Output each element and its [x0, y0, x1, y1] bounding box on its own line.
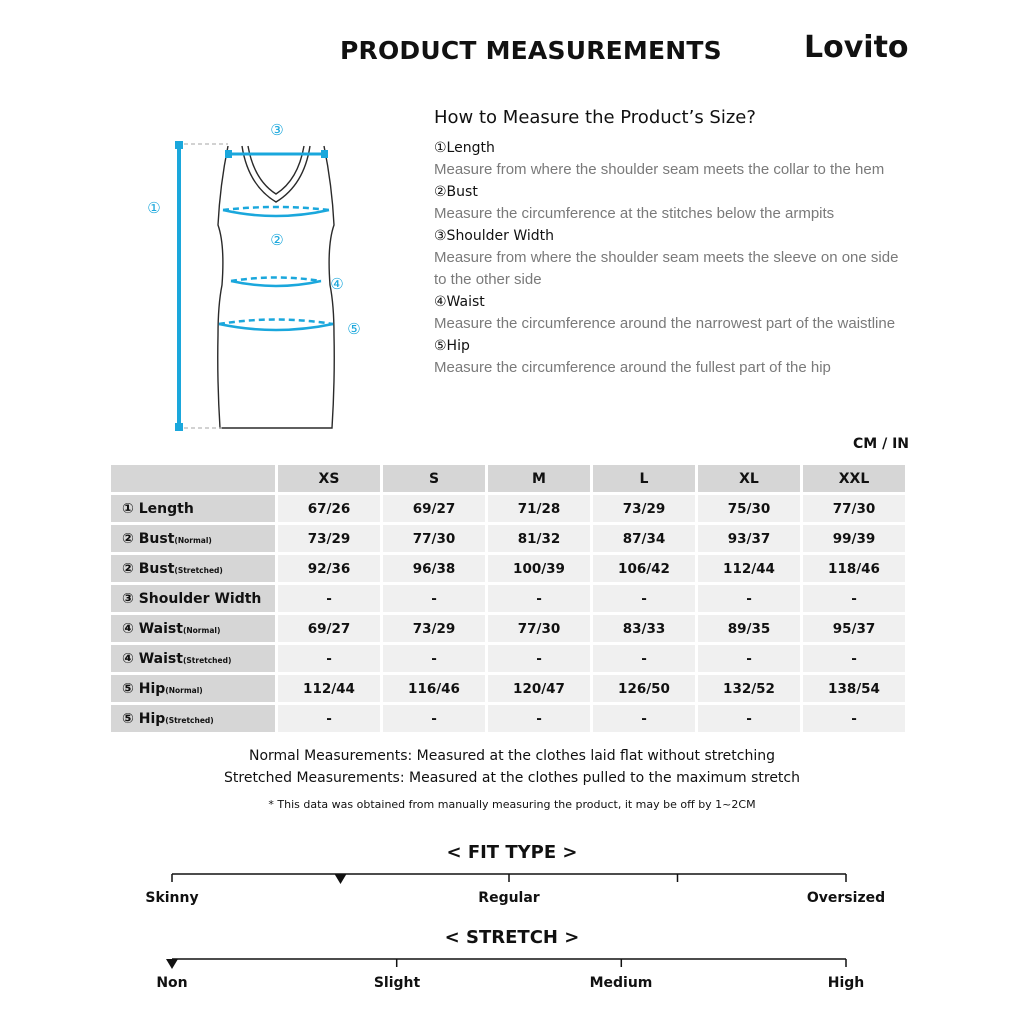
table-cell: 87/34	[593, 525, 695, 552]
row-label-text: ④ Waist	[122, 650, 183, 667]
table-cell: -	[488, 645, 590, 672]
guide-item-shoulder-width	[434, 225, 914, 291]
table-cell: 126/50	[593, 675, 695, 702]
table-cell: 69/27	[383, 495, 485, 522]
row-label-text: ④ Waist	[122, 620, 183, 637]
size-header: L	[593, 465, 695, 492]
guide-item-desc: Measure from where the shoulder seam meets the sleeve on one side to the other side	[434, 249, 899, 288]
shoulder-width-measure-line	[225, 150, 328, 158]
row-label	[111, 615, 275, 642]
length-measure-line	[175, 141, 183, 431]
fit-label-regular: Regular	[478, 890, 540, 906]
table-cell: 100/39	[488, 555, 590, 582]
row-label-qualifier: (Stretched)	[174, 565, 223, 575]
table-cell: 81/32	[488, 525, 590, 552]
guide-item-name: ②Bust	[434, 184, 478, 200]
row-label-qualifier: (Normal)	[165, 685, 203, 695]
guide-item-desc: Measure the circumference around the narrowest part of the waistline	[434, 315, 896, 332]
size-header: M	[488, 465, 590, 492]
table-cell: 138/54	[803, 675, 905, 702]
table-cell: 116/46	[383, 675, 485, 702]
size-header: XXL	[803, 465, 905, 492]
table-cell: 93/37	[698, 525, 800, 552]
table-cell: -	[803, 705, 905, 732]
table-row	[111, 645, 905, 672]
table-cell: 112/44	[278, 675, 380, 702]
hip-measure-ellipse	[219, 320, 333, 331]
table-row	[111, 705, 905, 732]
table-cell: -	[593, 705, 695, 732]
marker-bust: ②	[270, 231, 284, 249]
table-cell: 118/46	[803, 555, 905, 582]
guide-item-name: ③Shoulder Width	[434, 228, 555, 244]
table-cell: 132/52	[698, 675, 800, 702]
marker-length: ①	[147, 199, 161, 217]
row-label-qualifier: (Stretched)	[165, 715, 214, 725]
size-table	[108, 462, 908, 735]
table-cell: -	[698, 705, 800, 732]
row-label	[111, 495, 275, 522]
row-label-text: ⑤ Hip	[122, 710, 166, 727]
row-label-text: ③ Shoulder Width	[122, 590, 262, 607]
disclaimer-note: * This data was obtained from manually measuring the product, it may be off by 1~2CM	[268, 798, 756, 811]
fit-label-oversized: Oversized	[806, 890, 886, 906]
table-cell: -	[383, 645, 485, 672]
guide-title: How to Measure the Product’s Size?	[434, 107, 756, 128]
table-row	[111, 495, 905, 522]
table-cell: 120/47	[488, 675, 590, 702]
stretch-indicator	[166, 959, 178, 969]
row-label	[111, 645, 275, 672]
marker-waist: ④	[330, 275, 344, 293]
stretch-label-medium: Medium	[589, 975, 653, 991]
fit-type-indicator	[335, 874, 347, 884]
guide-item-bust	[434, 181, 914, 225]
guide-item-desc: Measure the circumference around the fullest part of the hip	[434, 359, 831, 376]
normal-measurement-note: Normal Measurements: Measured at the clothes laid flat without stretching	[249, 748, 775, 764]
table-cell: 99/39	[803, 525, 905, 552]
table-cell: -	[383, 705, 485, 732]
table-cell: -	[488, 585, 590, 612]
marker-hip: ⑤	[347, 320, 361, 338]
stretch-scale	[160, 949, 860, 973]
table-cell: 73/29	[278, 525, 380, 552]
table-cell: 92/36	[278, 555, 380, 582]
guide-item-desc: Measure the circumference at the stitches below the armpits	[434, 205, 835, 222]
stretch-label-non: Non	[156, 975, 188, 991]
guide-item-waist	[434, 291, 914, 335]
row-label-qualifier: (Normal)	[174, 535, 212, 545]
table-cell: 69/27	[278, 615, 380, 642]
fit-type-title: < FIT TYPE >	[446, 842, 578, 863]
measure-guide	[434, 107, 914, 379]
table-cell: -	[383, 585, 485, 612]
stretch-title: < STRETCH >	[444, 927, 580, 948]
guide-item-name: ④Waist	[434, 294, 485, 310]
table-cell: -	[278, 645, 380, 672]
fit-type-scale	[160, 864, 860, 888]
table-cell: 77/30	[488, 615, 590, 642]
table-cell: 67/26	[278, 495, 380, 522]
table-cell: 95/37	[803, 615, 905, 642]
dress-diagram	[130, 110, 380, 440]
table-cell: 73/29	[593, 495, 695, 522]
row-label-text: ① Length	[122, 500, 194, 517]
table-cell: 106/42	[593, 555, 695, 582]
stretch-label-high: High	[827, 975, 865, 991]
table-header-row	[111, 465, 905, 492]
size-header: XS	[278, 465, 380, 492]
table-cell: -	[698, 585, 800, 612]
row-label	[111, 705, 275, 732]
stretched-measurement-note: Stretched Measurements: Measured at the clothes pulled to the maximum stretch	[224, 770, 800, 786]
table-row	[111, 585, 905, 612]
row-label-text: ② Bust	[122, 560, 175, 577]
table-cell: 89/35	[698, 615, 800, 642]
bust-measure-ellipse	[223, 207, 329, 216]
guide-item-name: ①Length	[434, 140, 495, 156]
table-row	[111, 675, 905, 702]
table-cell: 83/33	[593, 615, 695, 642]
table-cell: -	[278, 585, 380, 612]
row-label-text: ② Bust	[122, 530, 175, 547]
marker-shoulder-width: ③	[270, 121, 284, 139]
table-row	[111, 555, 905, 582]
table-cell: 77/30	[803, 495, 905, 522]
table-cell: -	[593, 585, 695, 612]
guide-item-hip	[434, 335, 914, 379]
table-cell: 75/30	[698, 495, 800, 522]
units-label: CM / IN	[853, 436, 909, 452]
waist-measure-ellipse	[231, 278, 321, 287]
row-label	[111, 525, 275, 552]
page-title: PRODUCT MEASUREMENTS	[340, 36, 722, 65]
table-row	[111, 615, 905, 642]
row-label	[111, 585, 275, 612]
table-body	[111, 495, 905, 732]
table-cell: 77/30	[383, 525, 485, 552]
table-cell: 71/28	[488, 495, 590, 522]
size-header: S	[383, 465, 485, 492]
stretch-label-slight: Slight	[373, 975, 421, 991]
guide-item-desc: Measure from where the shoulder seam meets the collar to the hem	[434, 161, 885, 178]
table-cell: 73/29	[383, 615, 485, 642]
table-cell: -	[488, 705, 590, 732]
row-label	[111, 555, 275, 582]
table-cell: -	[593, 645, 695, 672]
table-cell: -	[698, 645, 800, 672]
table-corner-cell	[111, 465, 275, 492]
size-header: XL	[698, 465, 800, 492]
table-cell: -	[803, 645, 905, 672]
row-label-text: ⑤ Hip	[122, 680, 166, 697]
guide-item-name: ⑤Hip	[434, 338, 470, 354]
row-label	[111, 675, 275, 702]
brand-logo: Lovito	[804, 30, 909, 65]
row-label-qualifier: (Stretched)	[182, 655, 232, 665]
table-cell: 112/44	[698, 555, 800, 582]
table-cell: -	[278, 705, 380, 732]
row-label-qualifier: (Normal)	[182, 625, 221, 635]
fit-label-skinny: Skinny	[145, 890, 199, 906]
table-cell: 96/38	[383, 555, 485, 582]
table-row	[111, 525, 905, 552]
guide-item-length	[434, 137, 914, 181]
table-cell: -	[803, 585, 905, 612]
